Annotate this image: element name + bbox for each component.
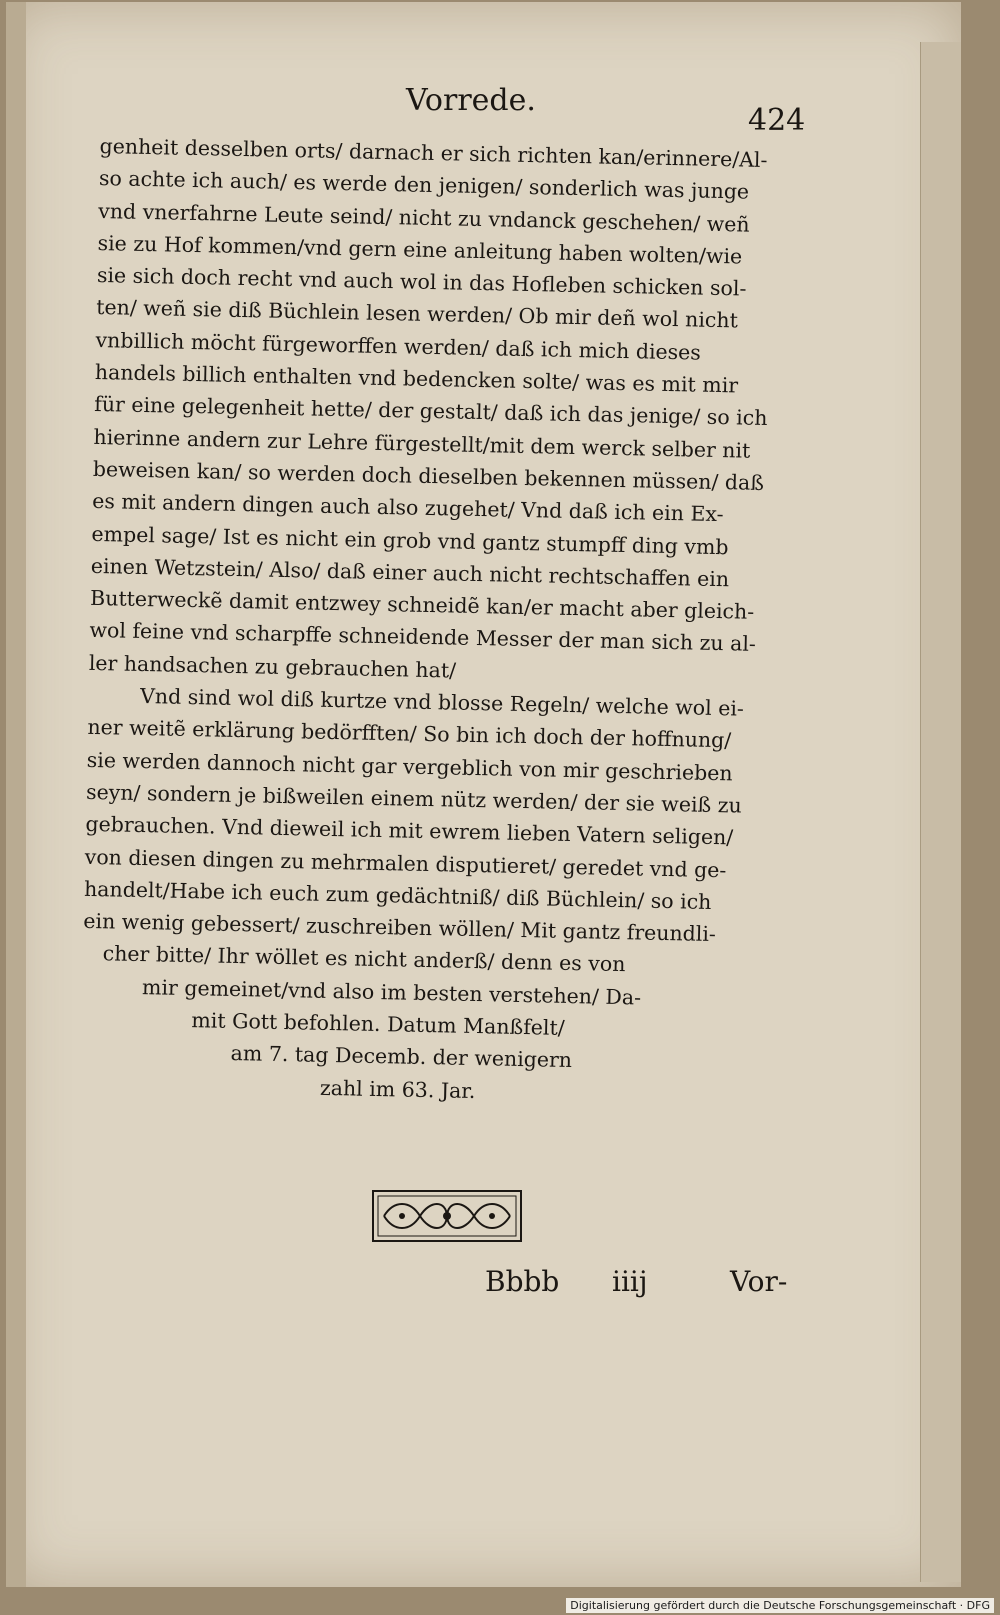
- text-line: sie werden dannoch nicht gar vergeblich von mir geschrieben: [86, 747, 733, 786]
- text-line: ler handsachen zu gebrauchen hat/: [88, 650, 457, 683]
- text-line: von diesen dingen zu mehrmalen disputieret/ geredet vnd ge-: [84, 844, 727, 882]
- text-line: vnd vnerfahrne Leute seind/ nicht zu vndanck geschehen/ weñ: [98, 198, 750, 237]
- folio-mark: iiij: [612, 1265, 648, 1298]
- text-line: cher bitte/ Ihr wöllet es nicht anderß/ denn es von: [102, 941, 626, 977]
- signature-mark: Bbbb: [485, 1265, 560, 1298]
- text-line: es mit andern dingen auch also zugehet/ Vnd daß ich ein Ex-: [91, 489, 724, 527]
- text-line: einen Wetzstein/ Also/ daß einer auch nicht rechtschaffen ein: [90, 553, 730, 592]
- page-edge-stack: [920, 42, 961, 1582]
- digitization-credit: Digitalisierung gefördert durch die Deutsche Forschungsgemeinschaft · DFG: [566, 1598, 994, 1613]
- text-line: mit Gott befohlen. Datum Manßfelt/: [191, 1008, 565, 1040]
- text-line: am 7. tag Decemb. der wenigern: [230, 1041, 573, 1073]
- running-head: Vorrede.: [406, 83, 536, 118]
- body-text: [80, 130, 800, 1113]
- text-line: gebrauchen. Vnd dieweil ich mit ewrem lieben Vatern seligen/: [85, 812, 734, 850]
- text-line: hierinne andern zur Lehre fürgestellt/mit dem werck selber nit: [93, 424, 751, 463]
- printer-ornament: [372, 1190, 522, 1242]
- text-line: mir gemeinet/vnd also im besten verstehen/ Da-: [141, 974, 642, 1010]
- page-number: 424: [748, 103, 806, 138]
- text-line: handels billich enthalten vnd bedencken solte/ was es mit mir: [94, 360, 739, 398]
- page-gutter: [6, 2, 26, 1587]
- text-line: genheit desselben orts/ darnach er sich richten kan/erinnere/Al-: [99, 133, 768, 172]
- text-line: ner weitẽ erklärung bedörfften/ So bin ich doch der hoffnung/: [87, 715, 732, 753]
- text-line: ten/ weñ sie diß Büchlein lesen werden/ Ob mir deñ wol nicht: [96, 295, 739, 333]
- paragraph-start-line: Vnd sind wol diß kurtze vnd blosse Regeln/ welche wol ei-: [139, 684, 745, 721]
- catchword: Vor-: [730, 1265, 788, 1298]
- text-line: beweisen kan/ so werden doch dieselben bekennen müssen/ daß: [92, 456, 765, 495]
- text-line: wol feine vnd scharpffe schneidende Messer der man sich zu al-: [89, 618, 757, 657]
- text-line: so achte ich auch/ es werde den jenigen/ sonderlich was junge: [98, 166, 750, 204]
- text-line: ein wenig gebessert/ zuschreiben wöllen/ Mit gantz freundli-: [83, 908, 717, 947]
- text-line: sie sich doch recht vnd auch wol in das Hofleben schicken sol-: [96, 263, 747, 301]
- text-line: handelt/Habe ich euch zum gedächtniß/ diß Büchlein/ so ich: [83, 876, 712, 914]
- text-line: empel sage/ Ist es nicht ein grob vnd gantz stumpff ding vmb: [91, 521, 729, 559]
- text-line: sie zu Hof kommen/vnd gern eine anleitung haben wolten/wie: [97, 230, 743, 269]
- text-line: zahl im 63. Jar.: [319, 1075, 476, 1103]
- text-line: vnbillich möcht fürgeworffen werden/ daß ich mich dieses: [95, 327, 702, 365]
- text-line: Butterweckẽ damit entzwey schneidẽ kan/er macht aber gleich-: [89, 586, 755, 624]
- text-line: seyn/ sondern je bißweilen einem nütz werden/ der sie weiß zu: [85, 779, 743, 818]
- text-line: für eine gelegenheit hette/ der gestalt/ daß ich das jenige/ so ich: [94, 392, 768, 431]
